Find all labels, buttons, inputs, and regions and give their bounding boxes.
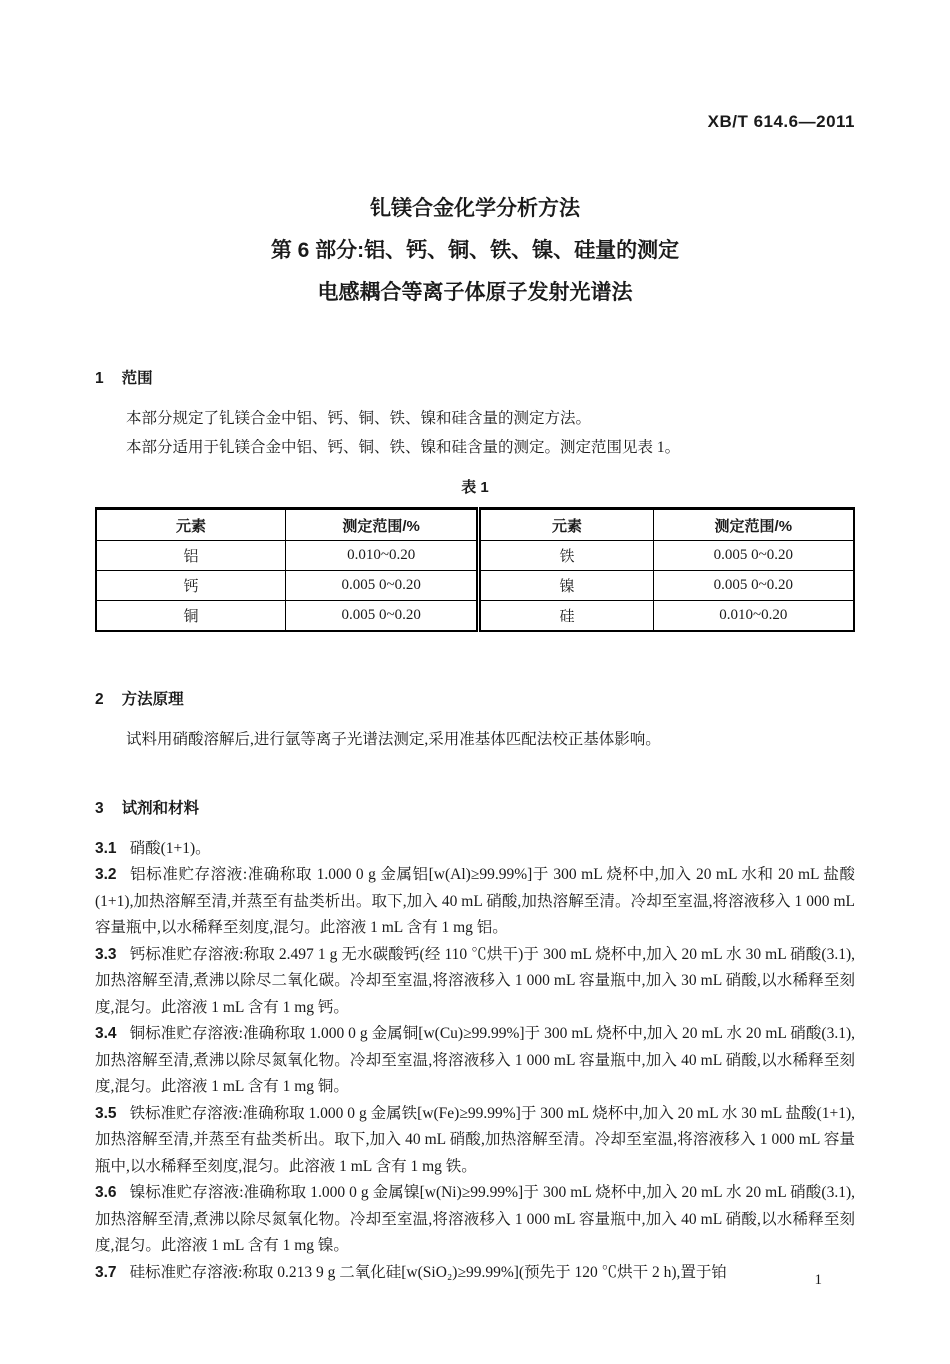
table-1-header-element: 元素	[479, 509, 653, 541]
section-2-paragraph-1: 试料用硝酸溶解后,进行氩等离子光谱法测定,采用准基体匹配法校正基体影响。	[126, 730, 661, 748]
table-cell: 铁	[479, 541, 653, 571]
clause-number: 3.1	[95, 839, 117, 857]
clause-number: 3.3	[95, 945, 117, 963]
clause-number: 3.5	[95, 1104, 117, 1122]
page-number: 1	[814, 1272, 822, 1288]
table-cell: 钙	[96, 571, 286, 601]
table-1	[95, 507, 855, 632]
table-cell: 镍	[479, 571, 653, 601]
table-cell: 0.005 0~0.20	[286, 571, 479, 601]
table-1-caption: 表 1	[461, 479, 489, 496]
table-cell: 铝	[96, 541, 286, 571]
clause-number: 3.2	[95, 866, 117, 883]
clause-text: 镍标准贮存溶液:准确称取 1.000 0 g 金属镍[w(Ni)≥99.99%]于 300 mL 烧杯中,加入 20 mL 水 20 mL 硝酸(3.1),加热溶解至清,煮沸以除尽氮氧化物。冷却至室温,将溶液移入 1 000 mL 容量瓶中,加入 40 mL 硝酸,以水稀释至刻度,混匀。此溶液 1 mL 含有 1 mg 镍。	[95, 1184, 855, 1254]
clause-text: 硝酸(1+1)。	[129, 839, 211, 857]
section-1-paragraph-1: 本部分规定了钆镁合金中铝、钙、铜、铁、镍和硅含量的测定方法。	[126, 410, 592, 427]
table-cell: 0.010~0.20	[653, 601, 854, 631]
section-1-number: 1	[95, 370, 104, 387]
section-3-clauses	[95, 836, 855, 1287]
clause-text: 钙标准贮存溶液:称取 2.497 1 g 无水碳酸钙(经 110 ℃烘干)于 300 mL 烧杯中,加入 20 mL 水 30 mL 硝酸(3.1),加热溶解至清,煮沸以除尽二氧化碳。冷却至室温,将溶液移入 1 000 mL 容量瓶中,加入 30 mL 硝酸,以水稀释至刻度,混匀。此溶液 1 mL 含有 1 mg 钙。	[95, 945, 855, 1016]
clause-3-7	[95, 1260, 855, 1287]
section-2-label: 方法原理	[121, 690, 184, 708]
title-line-1: 钆镁合金化学分析方法	[370, 197, 580, 220]
clause-3-5	[95, 1101, 855, 1181]
clause-3-6	[95, 1180, 855, 1260]
clause-3-1	[95, 836, 855, 863]
clause-number: 3.6	[95, 1184, 117, 1201]
table-cell: 0.005 0~0.20	[653, 571, 854, 601]
table-row	[96, 571, 854, 601]
table-1-header-range: 测定范围/%	[286, 509, 479, 541]
table-cell: 0.010~0.20	[286, 541, 479, 571]
section-1-paragraph-2: 本部分适用于钆镁合金中铝、钙、铜、铁、镍和硅含量的测定。测定范围见表 1。	[126, 439, 681, 456]
clause-number: 3.4	[95, 1025, 117, 1042]
title-line-2: 第 6 部分:铝、钙、铜、铁、镍、硅量的测定	[270, 239, 680, 262]
section-3-label: 试剂和材料	[121, 799, 200, 817]
table-1-header-range: 测定范围/%	[653, 509, 854, 541]
table-row	[96, 541, 854, 571]
section-2-number: 2	[95, 690, 104, 708]
table-1-header-row	[96, 509, 854, 541]
clause-text: 铜标准贮存溶液:准确称取 1.000 0 g 金属铜[w(Cu)≥99.99%]于 300 mL 烧杯中,加入 20 mL 水 20 mL 硝酸(3.1),加热溶解至清,煮沸以除尽氮氧化物。冷却至室温,将溶液移入 1 000 mL 容量瓶中,加入 40 mL 硝酸,以水稀释至刻度,混匀。此溶液 1 mL 含有 1 mg 铜。	[95, 1025, 855, 1095]
clause-text: 铁标准贮存溶液:准确称取 1.000 0 g 金属铁[w(Fe)≥99.99%]于 300 mL 烧杯中,加入 20 mL 水 30 mL 盐酸(1+1),加热溶解至清,并蒸至有盐类析出。取下,加入 40 mL 硝酸,加热溶解至清。冷却至室温,将溶液移入 1 000 mL 容量瓶中,以水稀释至刻度,混匀。此溶液 1 mL 含有 1 mg 铁。	[95, 1104, 855, 1175]
clause-3-2	[95, 862, 855, 942]
section-1-heading	[95, 366, 855, 388]
clause-3-4	[95, 1021, 855, 1101]
clause-text: 硅标准贮存溶液:称取 0.213 9 g 二氧化硅[w(SiO₂)≥99.99%](预先于 120 ℃烘干 2 h),置于铂	[129, 1263, 727, 1281]
section-3-heading	[95, 796, 855, 818]
clause-3-3	[95, 942, 855, 1022]
table-cell: 铜	[96, 601, 286, 631]
title-line-3: 电感耦合等离子体原子发射光谱法	[317, 281, 633, 304]
table-1-header-element: 元素	[96, 509, 286, 541]
section-1-label: 范围	[121, 370, 153, 387]
section-2-heading	[95, 687, 855, 709]
clause-number: 3.7	[95, 1263, 117, 1281]
document-title	[95, 188, 855, 314]
table-cell: 硅	[479, 601, 653, 631]
standard-number: XB/T 614.6—2011	[707, 112, 855, 131]
table-cell: 0.005 0~0.20	[653, 541, 854, 571]
section-3-number: 3	[95, 799, 104, 817]
table-row	[96, 601, 854, 631]
clause-text: 铝标准贮存溶液:准确称取 1.000 0 g 金属铝[w(Al)≥99.99%]于 300 mL 烧杯中,加入 20 mL 水和 20 mL 盐酸(1+1),加热溶解至清,并蒸至有盐类析出。取下,加入 40 mL 硝酸,加热溶解至清。冷却至室温,将溶液移入 1 000 mL 容量瓶中,以水稀释至刻度,混匀。此溶液 1 mL 含有 1 mg 铝。	[95, 866, 855, 936]
table-cell: 0.005 0~0.20	[286, 601, 479, 631]
